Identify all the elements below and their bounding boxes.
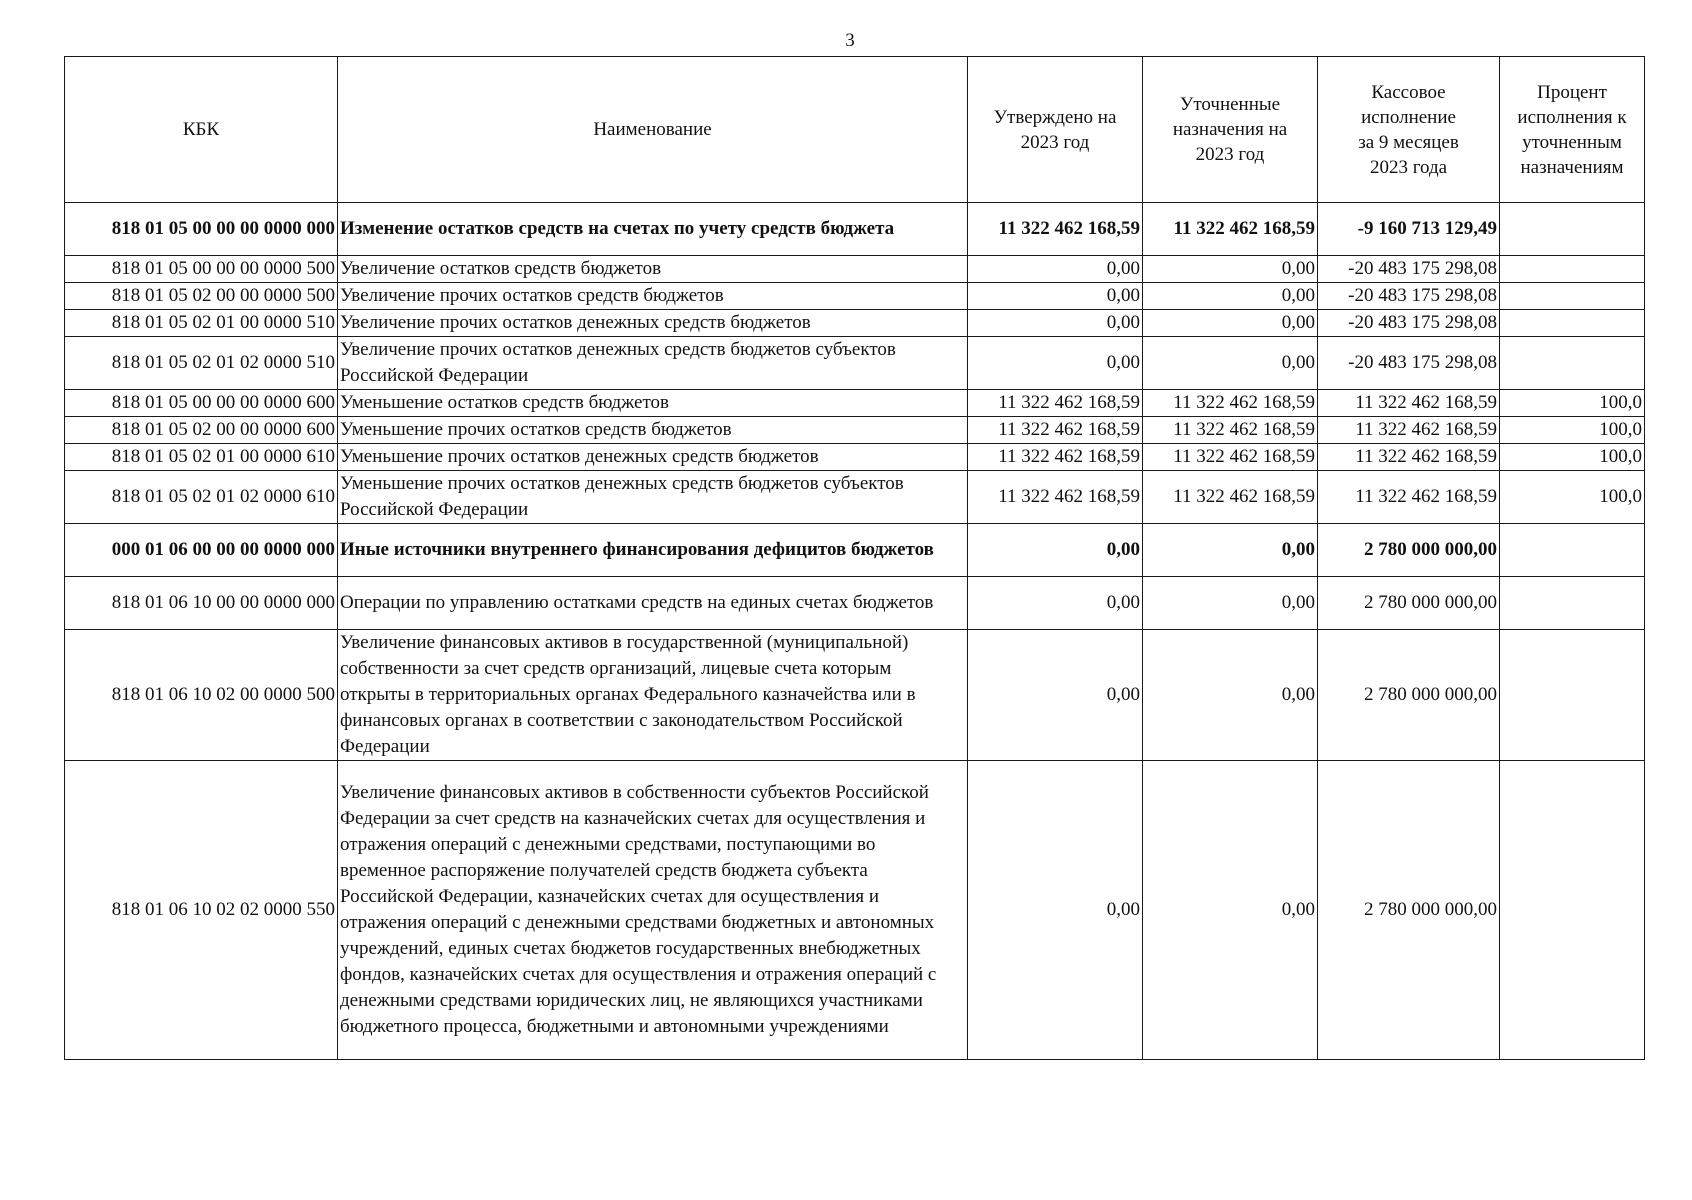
row-kbk: 818 01 05 02 00 00 0000 500 (65, 283, 338, 310)
row-percent (1500, 310, 1645, 337)
table-row (65, 337, 1645, 390)
row-approved: 0,00 (968, 256, 1143, 283)
row-kbk: 818 01 05 02 01 02 0000 510 (65, 337, 338, 390)
row-name: Увеличение прочих остатков средств бюджетов (338, 283, 968, 310)
header-name: Наименование (338, 57, 968, 203)
row-cash: 11 322 462 168,59 (1318, 417, 1500, 444)
row-cash: 11 322 462 168,59 (1318, 390, 1500, 417)
row-percent (1500, 577, 1645, 630)
row-refined: 0,00 (1143, 256, 1318, 283)
row-name: Увеличение остатков средств бюджетов (338, 256, 968, 283)
row-cash: -20 483 175 298,08 (1318, 283, 1500, 310)
row-approved: 0,00 (968, 577, 1143, 630)
table-row (65, 761, 1645, 1060)
row-cash: -9 160 713 129,49 (1318, 203, 1500, 256)
row-name: Увеличение прочих остатков денежных средств бюджетов субъектов Российской Федерации (338, 337, 968, 390)
row-kbk: 000 01 06 00 00 00 0000 000 (65, 524, 338, 577)
row-percent: 100,0 (1500, 390, 1645, 417)
row-approved: 0,00 (968, 283, 1143, 310)
row-refined: 0,00 (1143, 283, 1318, 310)
header-cash: Кассовое исполнение за 9 месяцев 2023 года (1318, 57, 1500, 203)
row-name: Уменьшение прочих остатков средств бюджетов (338, 417, 968, 444)
row-name: Уменьшение прочих остатков денежных средств бюджетов субъектов Российской Федерации (338, 471, 968, 524)
row-approved: 0,00 (968, 630, 1143, 761)
row-name: Увеличение финансовых активов в собственности субъектов Российской Федерации за счет средств на казначейских счетах для осуществления и отражения операций с денежными средствами, поступающими во временное распоряжение получателей средств бюджета субъекта Российской Федерации, казначейских счетах для осуществления и отражения операций с денежными средствами бюджетных и автономных учреждений, единых счетах бюджетов государственных внебюджетных фондов, казначейских счетах для осуществления и отражения операций с денежными средствами юридических лиц, не являющихся участниками бюджетного процесса, бюджетными и автономными учреждениями (338, 761, 968, 1060)
row-kbk: 818 01 05 00 00 00 0000 500 (65, 256, 338, 283)
row-kbk: 818 01 05 02 01 02 0000 610 (65, 471, 338, 524)
row-cash: 2 780 000 000,00 (1318, 524, 1500, 577)
row-cash: 2 780 000 000,00 (1318, 630, 1500, 761)
row-cash: -20 483 175 298,08 (1318, 337, 1500, 390)
header-percent: Процент исполнения к уточненным назначениям (1500, 57, 1645, 203)
row-percent: 100,0 (1500, 417, 1645, 444)
row-refined: 11 322 462 168,59 (1143, 203, 1318, 256)
budget-sources-table (64, 56, 1645, 1060)
row-approved: 0,00 (968, 310, 1143, 337)
row-refined: 11 322 462 168,59 (1143, 390, 1318, 417)
row-cash: 11 322 462 168,59 (1318, 444, 1500, 471)
row-cash: 11 322 462 168,59 (1318, 471, 1500, 524)
row-approved: 0,00 (968, 337, 1143, 390)
row-cash: -20 483 175 298,08 (1318, 256, 1500, 283)
header-approved: Утверждено на 2023 год (968, 57, 1143, 203)
table-row (65, 577, 1645, 630)
row-refined: 11 322 462 168,59 (1143, 444, 1318, 471)
row-kbk: 818 01 05 00 00 00 0000 000 (65, 203, 338, 256)
row-refined: 0,00 (1143, 524, 1318, 577)
table-header-row (65, 57, 1645, 203)
table-row (65, 417, 1645, 444)
row-percent (1500, 630, 1645, 761)
row-name: Операции по управлению остатками средств на единых счетах бюджетов (338, 577, 968, 630)
table-row (65, 471, 1645, 524)
row-name: Увеличение прочих остатков денежных средств бюджетов (338, 310, 968, 337)
row-refined: 11 322 462 168,59 (1143, 417, 1318, 444)
row-percent (1500, 761, 1645, 1060)
row-approved: 11 322 462 168,59 (968, 390, 1143, 417)
row-percent: 100,0 (1500, 471, 1645, 524)
table-row (65, 283, 1645, 310)
row-refined: 11 322 462 168,59 (1143, 471, 1318, 524)
header-refined: Уточненные назначения на 2023 год (1143, 57, 1318, 203)
row-percent (1500, 283, 1645, 310)
header-kbk: КБК (65, 57, 338, 203)
row-kbk: 818 01 05 02 01 00 0000 510 (65, 310, 338, 337)
row-approved: 0,00 (968, 761, 1143, 1060)
row-cash: 2 780 000 000,00 (1318, 577, 1500, 630)
table-row (65, 630, 1645, 761)
table-row (65, 310, 1645, 337)
row-name: Иные источники внутреннего финансирования дефицитов бюджетов (338, 524, 968, 577)
row-percent: 100,0 (1500, 444, 1645, 471)
row-approved: 11 322 462 168,59 (968, 417, 1143, 444)
row-percent (1500, 256, 1645, 283)
row-approved: 11 322 462 168,59 (968, 444, 1143, 471)
row-refined: 0,00 (1143, 761, 1318, 1060)
row-approved: 11 322 462 168,59 (968, 471, 1143, 524)
row-refined: 0,00 (1143, 310, 1318, 337)
row-cash: -20 483 175 298,08 (1318, 310, 1500, 337)
row-kbk: 818 01 05 02 00 00 0000 600 (65, 417, 338, 444)
row-kbk: 818 01 06 10 02 00 0000 500 (65, 630, 338, 761)
row-approved: 11 322 462 168,59 (968, 203, 1143, 256)
row-refined: 0,00 (1143, 630, 1318, 761)
row-name: Уменьшение остатков средств бюджетов (338, 390, 968, 417)
table-row (65, 256, 1645, 283)
table-row (65, 524, 1645, 577)
row-cash: 2 780 000 000,00 (1318, 761, 1500, 1060)
row-refined: 0,00 (1143, 337, 1318, 390)
table-row (65, 203, 1645, 256)
page-number: 3 (845, 30, 855, 51)
row-refined: 0,00 (1143, 577, 1318, 630)
table-row (65, 444, 1645, 471)
row-percent (1500, 203, 1645, 256)
row-kbk: 818 01 05 00 00 00 0000 600 (65, 390, 338, 417)
row-kbk: 818 01 05 02 01 00 0000 610 (65, 444, 338, 471)
row-kbk: 818 01 06 10 00 00 0000 000 (65, 577, 338, 630)
row-name: Уменьшение прочих остатков денежных средств бюджетов (338, 444, 968, 471)
row-percent (1500, 524, 1645, 577)
row-name: Изменение остатков средств на счетах по учету средств бюджета (338, 203, 968, 256)
table-row (65, 390, 1645, 417)
row-percent (1500, 337, 1645, 390)
row-approved: 0,00 (968, 524, 1143, 577)
row-kbk: 818 01 06 10 02 02 0000 550 (65, 761, 338, 1060)
row-name: Увеличение финансовых активов в государственной (муниципальной) собственности за счет средств организаций, лицевые счета которым открыты в территориальных органах Федерального казначейства или в финансовых органах в соответствии с законодательством Российской Федерации (338, 630, 968, 761)
